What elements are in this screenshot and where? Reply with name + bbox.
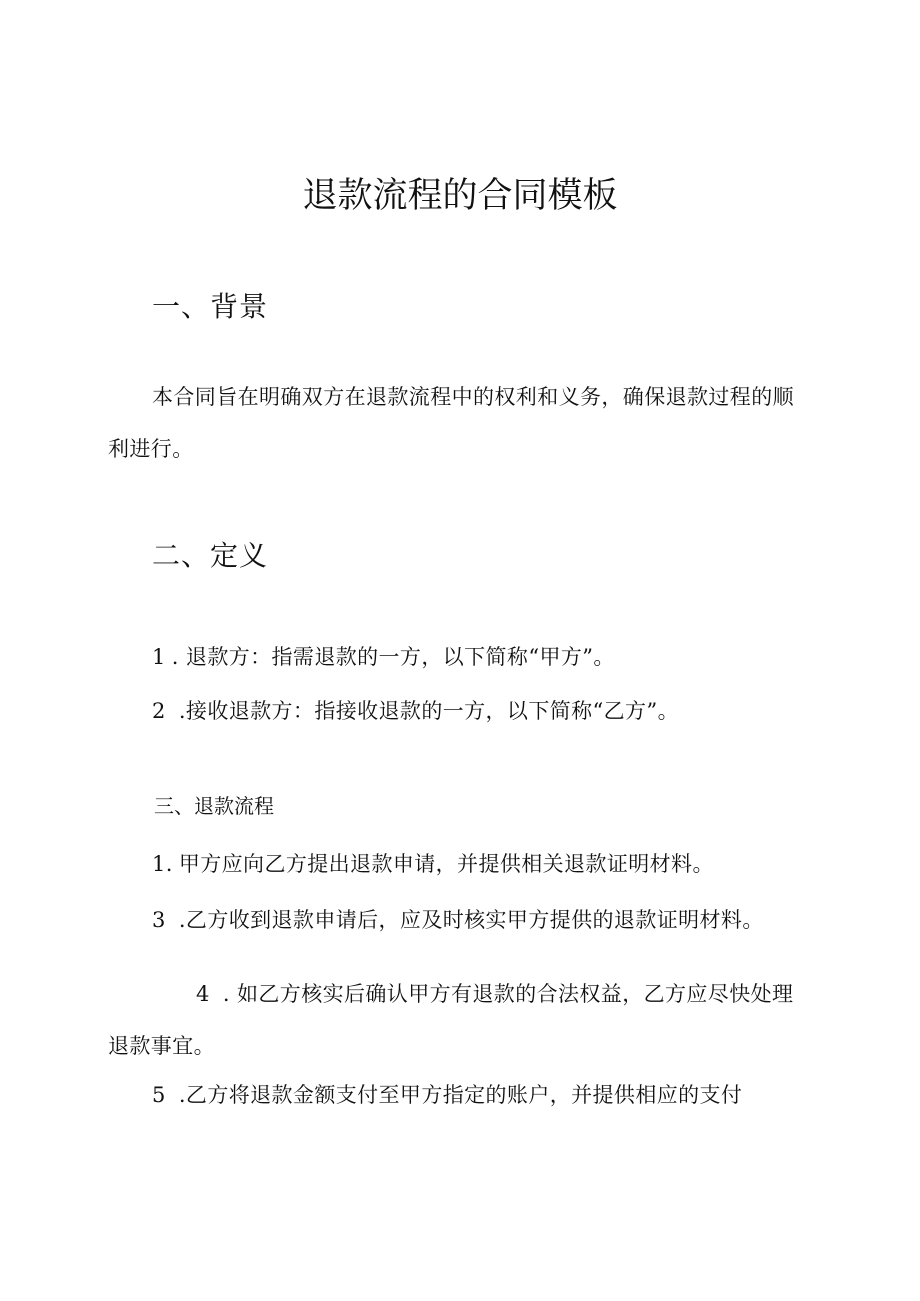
process-item-number: 5 [152, 1083, 166, 1107]
process-item [152, 903, 764, 937]
process-item-number: 4 [196, 982, 210, 1006]
definition-item-text: . 退款方：指需退款的一方，以下简称“甲方”。 [171, 645, 615, 669]
definition-item-text: .接收退款方：指接收退款的一方，以下简称“乙方”。 [171, 699, 679, 723]
process-item-wrapped [108, 968, 808, 1072]
process-item [152, 1078, 742, 1112]
process-item-number: 1. [152, 852, 173, 876]
process-item-number: 3 [152, 908, 166, 932]
definition-item [152, 640, 615, 674]
section-heading-definitions: 二、定义 [152, 539, 269, 572]
document-title: 退款流程的合同模板 [302, 176, 618, 216]
process-item-text: .乙方将退款金额支付至甲方指定的账户，并提供相应的支付 [171, 1083, 743, 1107]
process-item [152, 847, 714, 881]
definition-item-number: 1 [152, 645, 166, 669]
section-heading-process: 三、退款流程 [154, 794, 274, 818]
background-paragraph: 本合同旨在明确双方在退款流程中的权利和义务，确保退款过程的顺利进行。 [108, 385, 794, 461]
section-heading-background: 一、背景 [152, 290, 269, 323]
process-item-text: . 如乙方核实后确认甲方有退款的合法权益，乙方应尽快处理退款事宜。 [108, 982, 794, 1058]
process-item-text: 甲方应向乙方提出退款申请，并提供相关退款证明材料。 [178, 852, 714, 876]
definition-item [152, 694, 679, 728]
definition-item-number: 2 [152, 699, 166, 723]
process-item-text: .乙方收到退款申请后，应及时核实甲方提供的退款证明材料。 [171, 908, 764, 932]
